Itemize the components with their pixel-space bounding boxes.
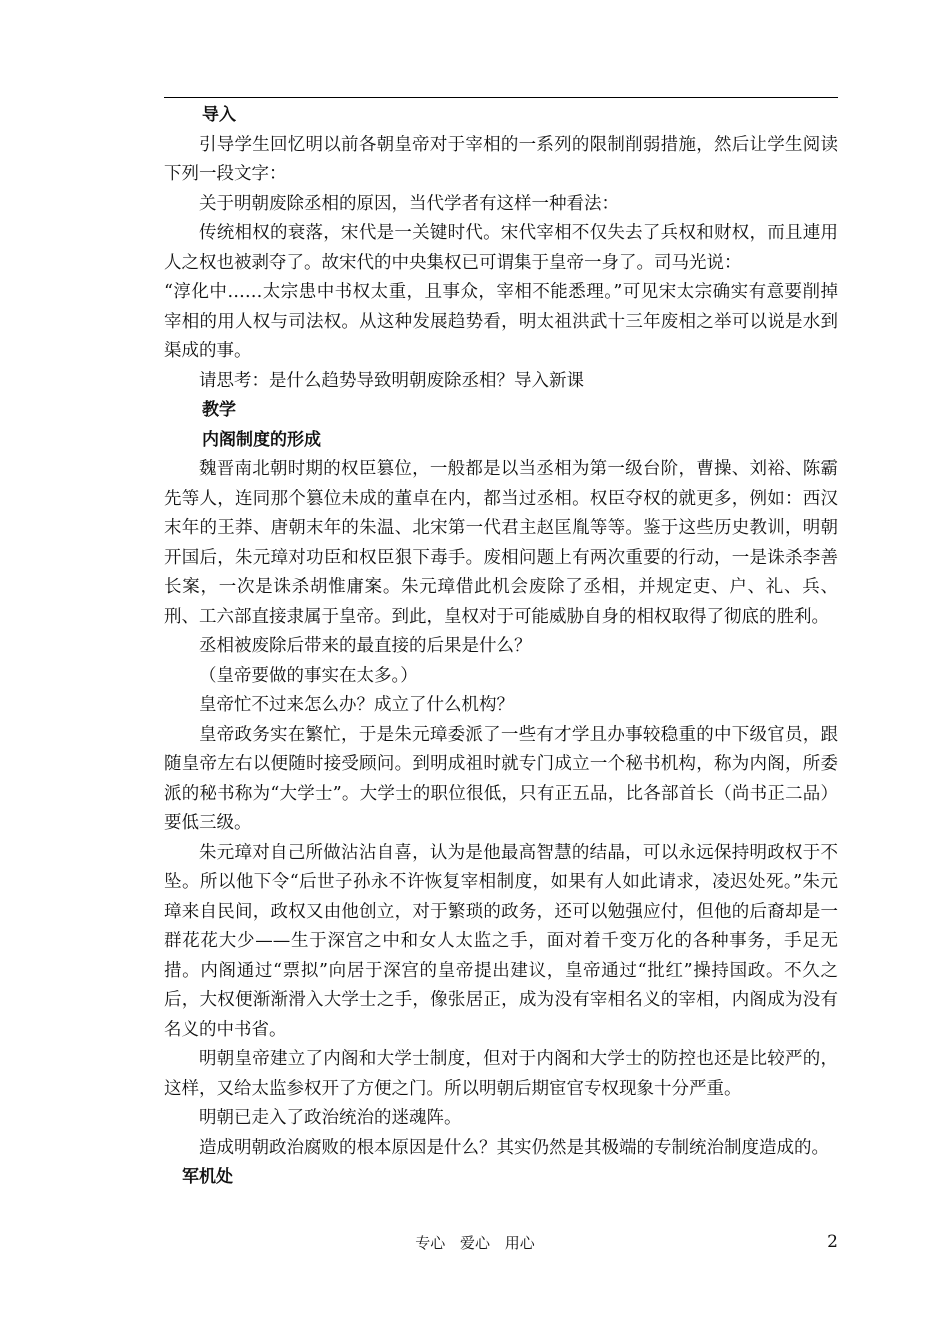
paragraph-question: 丞相被废除后带来的最直接的后果是什么？	[199, 636, 532, 656]
paragraph: 造成明朝政治腐败的根本原因是什么？其实仍然是其极端的专制统治制度造成的。	[199, 1137, 829, 1158]
paragraph-question: 皇帝忙不过来怎么办？成立了什么机构？	[199, 695, 514, 715]
paragraph: 朱元璋对自己所做沾沾自喜，认为是他最高智慧的结晶，可以永远保持明政权于不坠。所以他下令“后世子孙永不许恢复宰相制度，如果有人如此请求，凌迟处死。”朱元璋来自民间，政权又由他创立，对于繁琐的政务，还可以勉强应付，但他的后裔却是一群花花大少——生于深宫之中和女人太监之手，面对着千变万化的各种事务，手足无措。内阁通过“票拟”向居于深宫的皇帝提出建议，皇帝通过“批红”操持国政。不久之后，大权便渐渐滑入大学士之手，像张居正，成为没有宰相名义的宰相，内阁成为没有名义的中书省。	[164, 842, 838, 1040]
page-number: 2	[827, 1232, 838, 1252]
paragraph: 请思考：是什么趋势导致明朝废除丞相？导入新课	[199, 370, 584, 391]
footer-motto: 专心 爱心 用心	[415, 1234, 535, 1252]
paragraph: 传统相权的衰落，宋代是一关键时代。宋代宰相不仅失去了兵权和财权，而且連用人之权也被剥夺了。故宋代的中央集权已可谓集于皇帝一身了。司马光说：	[164, 223, 838, 273]
paragraph: 明朝已走入了政治统治的迷魂阵。	[199, 1108, 462, 1128]
paragraph: 明朝皇帝建立了内阁和大学士制度，但对于内阁和大学士的防控也还是比较严的，这样，又给太监参权开了方便之门。所以明朝后期宦官专权现象十分严重。	[164, 1049, 838, 1099]
paragraph-quote: “淳化中……太宗患中书权太重，且事众，宰相不能悉理。”可见宋太宗确实有意要削掉宰相的用人权与司法权。从这种发展趋势看，明太祖洪武十三年废相之举可以说是水到渠成的事。	[164, 282, 838, 361]
paragraph: 引导学生回忆明以前各朝皇帝对于宰相的一系列的限制削弱措施，然后让学生阅读下列一段文字：	[164, 134, 838, 184]
document-body	[164, 101, 838, 1193]
paragraph: 关于明朝废除丞相的原因，当代学者有这样一种看法：	[199, 193, 619, 214]
section-heading: 教学	[202, 400, 236, 420]
page-footer	[0, 1232, 950, 1256]
paragraph: 魏晋南北朝时期的权臣篡位，一般都是以当丞相为第一级台阶，曹操、刘裕、陈霸先等人，连同那个篡位未成的董卓在内，都当过丞相。权臣夺权的就更多，例如：西汉末年的王莽、唐朝末年的朱温、北宋第一代君主赵匡胤等等。鉴于这些历史教训，明朝开国后，朱元璋对功臣和权臣狠下毒手。废相问题上有两次重要的行动，一是诛杀李善长案，一次是诛杀胡惟庸案。朱元璋借此机会废除了丞相，并规定吏、户、礼、兵、刑、工六部直接隶属于皇帝。到此，皇权对于可能威胁自身的相权取得了彻底的胜利。	[164, 459, 838, 627]
paragraph-answer: （皇帝要做的事实在太多。）	[199, 665, 418, 686]
subsection-heading: 内阁制度的形成	[202, 429, 321, 450]
header-rule	[164, 97, 838, 98]
paragraph: 皇帝政务实在繁忙，于是朱元璋委派了一些有才学且办事较稳重的中下级官员，跟随皇帝左右以便随时接受顾问。到明成祖时就专门成立一个秘书机构，称为内阁，所委派的秘书称为“大学士”。大学士的职位很低，只有正五品，比各部首长（尚书正二品）要低三级。	[164, 724, 838, 833]
subsection-heading: 军机处	[182, 1167, 233, 1187]
section-heading: 导入	[202, 105, 236, 125]
